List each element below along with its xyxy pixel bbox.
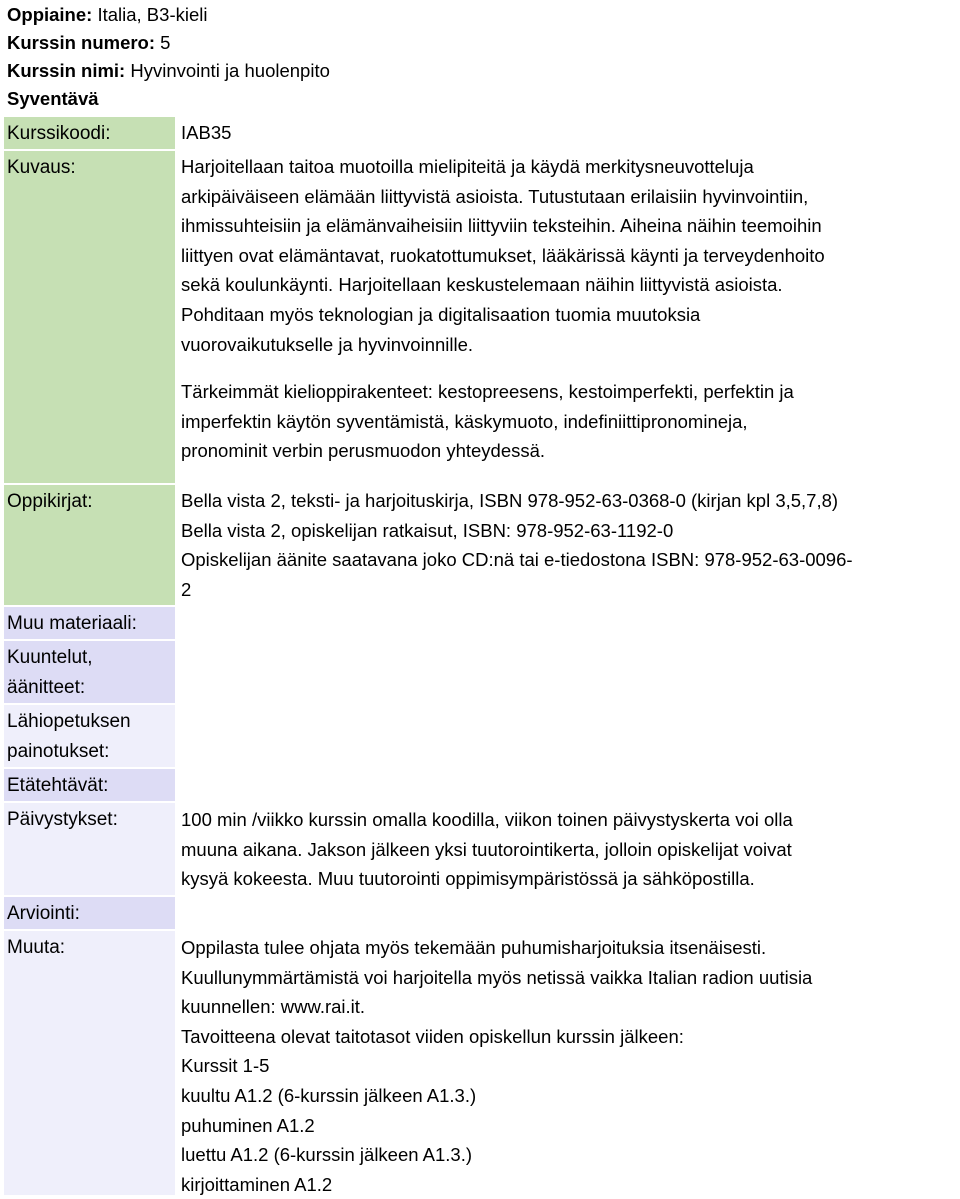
grammar-line: pronominit verbin perusmuodon yhteydessä. xyxy=(181,440,546,462)
description-text xyxy=(181,152,960,466)
description-line: sekä koulunkäynti. Harjoitellaan keskustelemaan näihin liittyvistä asioista. xyxy=(181,274,783,296)
other-line: kuunnellen: www.rai.it. xyxy=(181,996,366,1018)
course-name-value: Hyvinvointi ja huolenpito xyxy=(130,60,330,81)
other-material-row xyxy=(4,607,956,639)
audio-label xyxy=(4,641,175,703)
other-line: Tavoitteena olevat taitotasot viiden opiskellun kurssin jälkeen: xyxy=(181,1025,684,1047)
subject-line xyxy=(7,0,207,29)
duty-text xyxy=(181,805,960,894)
description-line: Harjoitellaan taitoa muotoilla mielipiteitä ja käydä merkitysneuvotteluja xyxy=(181,156,754,177)
description-label: Kuvaus: xyxy=(4,151,175,483)
other-line: Oppilasta tulee ohjata myös tekemään puhumisharjoituksia itsenäisesti. xyxy=(181,937,767,958)
course-number-value: 5 xyxy=(160,32,171,53)
level-label: Syventävä xyxy=(7,88,99,109)
books-row xyxy=(4,485,956,605)
description-line: liittyen ovat elämäntavat, ruokatottumukset, lääkärissä käynti ja terveydenhoito xyxy=(181,244,825,266)
audio-row xyxy=(4,641,956,703)
level-line xyxy=(7,84,99,113)
focus-row xyxy=(4,705,956,767)
duty-line: muuna aikana. Jakson jälkeen yksi tuutorointikerta, jolloin opiskelijat voivat xyxy=(181,838,792,860)
description-row xyxy=(4,151,956,483)
other-text xyxy=(181,933,960,1199)
course-name-label: Kurssin nimi: xyxy=(7,60,126,81)
focus-label-line: Lähiopetuksen xyxy=(7,711,131,732)
other-line: Kurssit 1-5 xyxy=(181,1055,270,1077)
course-code-row xyxy=(4,117,956,149)
other-line: luettu A1.2 (6-kurssin jälkeen A1.3.) xyxy=(181,1144,473,1166)
other-label: Muuta: xyxy=(4,931,175,1195)
duty-line: kysyä kokeesta. Muu tuutorointi oppimisympäristössä ja sähköpostilla. xyxy=(181,868,755,890)
course-code-value: IAB35 xyxy=(181,122,232,143)
books-text xyxy=(181,486,960,604)
other-material-label: Muu materiaali: xyxy=(4,607,175,639)
description-line: vuorovaikutukselle ja hyvinvoinnille. xyxy=(181,333,474,355)
book-line: Bella vista 2, teksti- ja harjoituskirja, ISBN 978-952-63-0368-0 (kirjan kpl 3,5,7,8) xyxy=(181,490,839,511)
books-label: Oppikirjat: xyxy=(4,485,175,605)
remote-label: Etätehtävät: xyxy=(4,769,175,801)
duty-label: Päivystykset: xyxy=(4,803,175,895)
other-line: puhuminen A1.2 xyxy=(181,1114,315,1136)
other-line: Kuullunymmärtämistä voi harjoitella myös netissä vaikka Italian radion uutisia xyxy=(181,966,813,988)
course-code-label: Kurssikoodi: xyxy=(4,117,175,149)
book-line: 2 xyxy=(181,578,192,600)
focus-label xyxy=(4,705,175,767)
book-line: Opiskelijan äänite saatavana joko CD:nä tai e-tiedostona ISBN: 978-952-63-0096- xyxy=(181,549,853,571)
other-line: kirjoittaminen A1.2 xyxy=(181,1173,333,1195)
course-name-line xyxy=(7,56,330,85)
duty-row xyxy=(4,803,956,895)
remote-row xyxy=(4,769,956,801)
other-row xyxy=(4,931,956,1195)
other-line: kuultu A1.2 (6-kurssin jälkeen A1.3.) xyxy=(181,1084,477,1106)
description-line: Pohditaan myös teknologian ja digitalisaation tuomia muutoksia xyxy=(181,303,701,325)
course-number-label: Kurssin numero: xyxy=(7,32,156,53)
subject-label: Oppiaine: xyxy=(7,4,93,25)
assessment-label: Arviointi: xyxy=(4,897,175,929)
grammar-line: imperfektin käytön syventämistä, käskymuoto, indefiniittipronomineja, xyxy=(181,410,748,432)
grammar-line: Tärkeimmät kielioppirakenteet: kestopreesens, kestoimperfekti, perfektin ja xyxy=(181,381,794,403)
audio-label-line: Kuuntelut, xyxy=(7,647,93,668)
description-line: ihmissuhteisiin ja elämänvaiheisiin liittyviin teksteihin. Aiheina näihin teemoihin xyxy=(181,215,822,237)
duty-line: 100 min /viikko kurssin omalla koodilla, viikon toinen päivystyskerta voi olla xyxy=(181,809,793,830)
description-line: arkipäiväiseen elämään liittyvistä asioista. Tutustutaan erilaisiin hyvinvointiin, xyxy=(181,185,809,207)
subject-value: Italia, B3-kieli xyxy=(97,4,208,25)
focus-label-line: painotukset: xyxy=(7,741,110,762)
audio-label-line: äänitteet: xyxy=(7,677,86,698)
assessment-row xyxy=(4,897,956,929)
course-number-line xyxy=(7,28,170,57)
book-line: Bella vista 2, opiskelijan ratkaisut, ISBN: 978-952-63-1192-0 xyxy=(181,519,674,541)
